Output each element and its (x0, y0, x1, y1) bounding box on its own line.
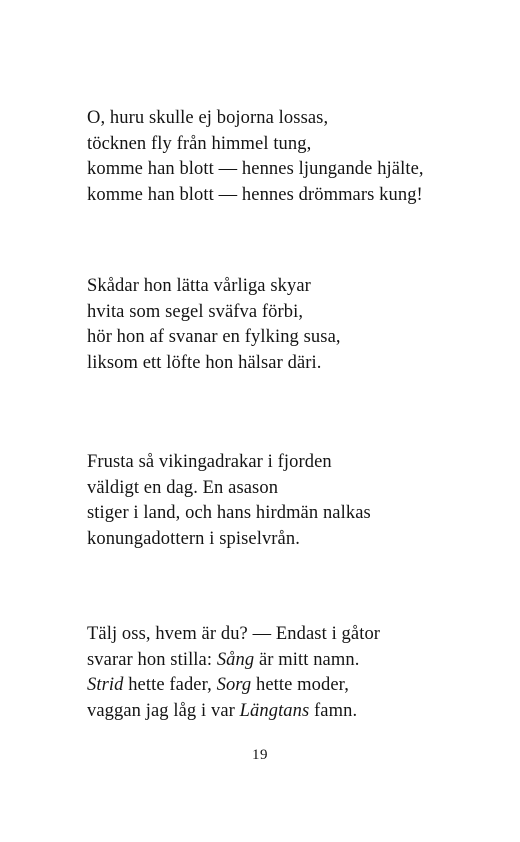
poem-line (87, 501, 467, 527)
page-number: 19 (252, 747, 268, 763)
stanza-2 (87, 274, 467, 377)
stanza-3 (87, 450, 467, 553)
line-text: konungadottern i spiselvrån. (87, 529, 300, 550)
italic-word: Sorg (216, 675, 252, 696)
poem-line (87, 527, 467, 553)
italic-word: Sång (216, 649, 255, 670)
poem-line (87, 622, 467, 648)
line-text: famn. (309, 701, 358, 722)
poem-line (87, 476, 467, 502)
poem-line (87, 673, 467, 699)
stanza-4 (87, 622, 467, 725)
poem-line (87, 300, 467, 326)
line-text: hör hon af svanar en fylking susa, (87, 327, 341, 348)
line-text: töcknen fly från himmel tung, (87, 133, 312, 154)
line-text: Tälj oss, hvem är du? — Endast i gåtor (87, 624, 381, 644)
line-text: hvita som segel sväfva förbi, (87, 301, 304, 322)
line-text: stiger i land, och hans hirdmän nalkas (87, 503, 371, 524)
poem-line (87, 450, 467, 476)
italic-word: Strid (87, 675, 124, 696)
poem-line (87, 648, 467, 674)
poem-line (87, 157, 467, 183)
line-text: O, huru skulle ej bojorna lossas, (87, 108, 329, 128)
line-text: Frusta så vikingadrakar i fjorden (87, 452, 332, 472)
poem-line (87, 351, 467, 377)
poem-line (87, 106, 467, 132)
stanza-1 (87, 106, 467, 209)
line-text: liksom ett löfte hon hälsar däri. (87, 353, 322, 374)
italic-word: Längtans (239, 701, 310, 722)
line-text: vaggan jag låg i var (87, 701, 240, 722)
poem-line (87, 699, 467, 725)
poem-line (87, 132, 467, 158)
line-text: Skådar hon lätta vårliga skyar (87, 276, 311, 296)
line-text: är mitt namn. (254, 649, 360, 670)
line-text: väldigt en dag. En asason (87, 477, 279, 498)
line-text: hette moder, (251, 675, 349, 696)
line-text: svarar hon stilla: (87, 649, 217, 670)
line-text: komme han blott — hennes drömmars kung! (87, 185, 423, 206)
poem-line (87, 325, 467, 351)
line-text: komme han blott — hennes ljungande hjälte, (87, 159, 424, 180)
poem-line (87, 183, 467, 209)
line-text: hette fader, (123, 675, 217, 696)
poem-line (87, 274, 467, 300)
